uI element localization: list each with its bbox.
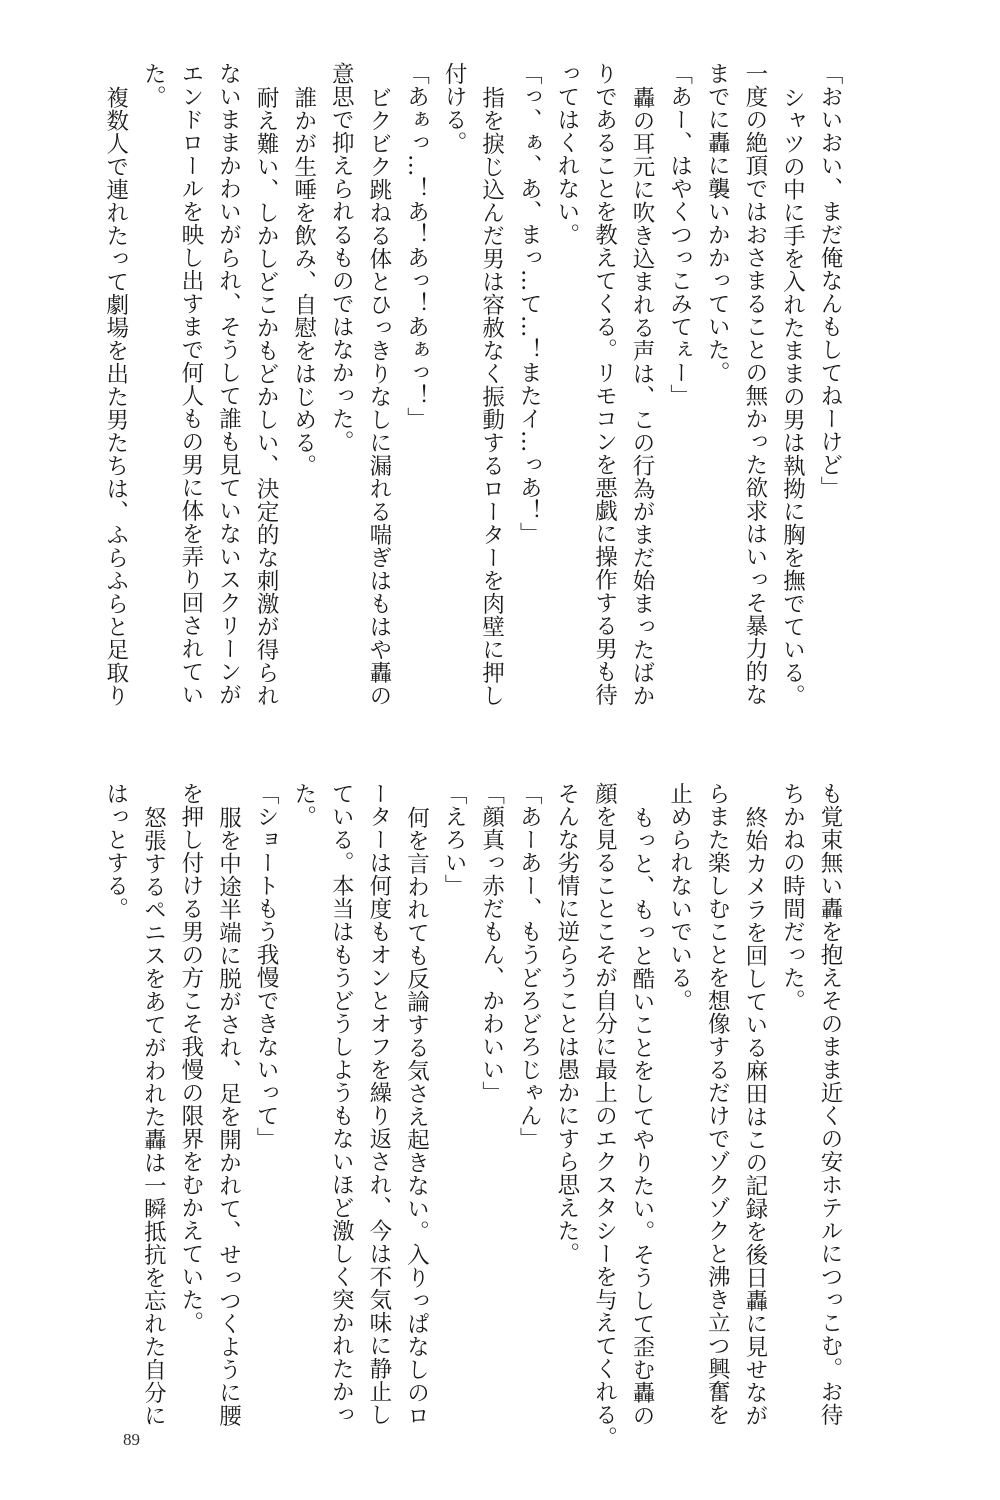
text-block-upper [96,62,848,732]
text-line: ビクビク跳ねる体とひっきりなしに漏れる喘ぎはもはや轟の [365,85,392,707]
text-line: エンドロールを映し出すまで何人もの男に体を弄り回されてい [177,62,204,706]
text-line: 「あーあー、もうどろどろじゃん」 [516,782,543,1150]
page-number: 89 [123,1430,140,1449]
text-line: ないままかわいがられ、そうして誰も見ていないスクリーンが [215,62,242,706]
text-line: ちかねの時間だった。 [779,782,806,1012]
text-line: も覚束無い轟を抱えそのまま近くの安ホテルにつっこむ。お待 [817,782,843,1426]
text-line: 「顔真っ赤だもん、かわいい」 [478,782,505,1104]
text-line: 「っ、ぁ、あ、まっ…て…！またイ…っあ！」 [516,62,543,545]
text-line: 付ける。 [441,62,468,154]
text-line: 止められないでいる。 [666,782,693,1012]
text-block-lower [96,782,848,1452]
text-line: 誰かが生唾を飲み、自慰をはじめる。 [290,85,317,477]
text-line: 轟の耳元に吹き込まれる声は、この行為がまだ始まったばか [629,85,656,707]
text-line: ている。本当はもうどうしようもないほど激しく突かれたかっ [328,782,355,1426]
text-line: 何を言われても反論する気さえ起きない。入りっぱなしのロ [403,805,430,1427]
text-line: シャツの中に手を入れたままの男は執拗に胸を撫でている。 [779,85,806,707]
text-line: 一度の絶頂ではおさまることの無かった欲求はいっそ暴力的な [741,62,768,706]
text-line: 「えろい」 [441,782,468,897]
text-line: そんな劣情に逆らうことは愚かにすら思えた。 [553,782,580,1265]
text-line: 怒張するペニスをあてがわれた轟は一瞬抵抗を忘れた自分に [140,805,167,1427]
text-line: を押し付ける男の方こそ我慢の限界をむかえていた。 [177,782,204,1334]
text-line: 「あぁっ…！あ！あっ！あぁっ！」 [403,62,430,430]
text-line: 服を中途半端に脱がされ、足を開かれて、せっつくように腰 [215,805,242,1427]
text-line: ーターは何度もオンとオフを繰り返され、今は不気味に静止し [365,782,392,1426]
text-line: 耐え難い、しかしどこかもどかしい、決定的な刺激が得られ [253,85,280,707]
text-line: 顔を見ることこそが自分に最上のエクスタシーを与えてくれる。 [591,782,618,1449]
text-line: らまた楽しむことを想像するだけでゾクゾクと沸き立つ興奮を [704,782,731,1426]
text-line: までに轟に襲いかかっていた。 [704,62,731,384]
text-line: ってはくれない。 [553,62,580,246]
text-line: 意思で抑えられるものではなかった。 [328,62,355,453]
text-line: た。 [290,782,317,828]
text-line: 「あー、はやくつっこみてぇー」 [666,62,693,407]
text-line: 「ショートもう我慢できないって」 [253,782,280,1150]
text-line: 複数人で連れたって劇場を出た男たちは、ふらふらと足取り [102,85,129,707]
text-line: 終始カメラを回している麻田はこの記録を後日轟に見せなが [741,805,768,1427]
text-line: 指を捩じ込んだ男は容赦なく振動するローターを肉壁に押し [478,85,505,707]
text-line: はっとする。 [102,782,129,920]
text-line: 「おいおい、まだ俺なんもしてねーけど」 [817,62,843,499]
text-line: もっと、もっと酷いことをしてやりたい。そうして歪む轟の [629,805,656,1427]
text-line: た。 [140,62,167,108]
text-line: りであることを教えてくる。リモコンを悪戯に操作する男も待 [591,62,618,706]
